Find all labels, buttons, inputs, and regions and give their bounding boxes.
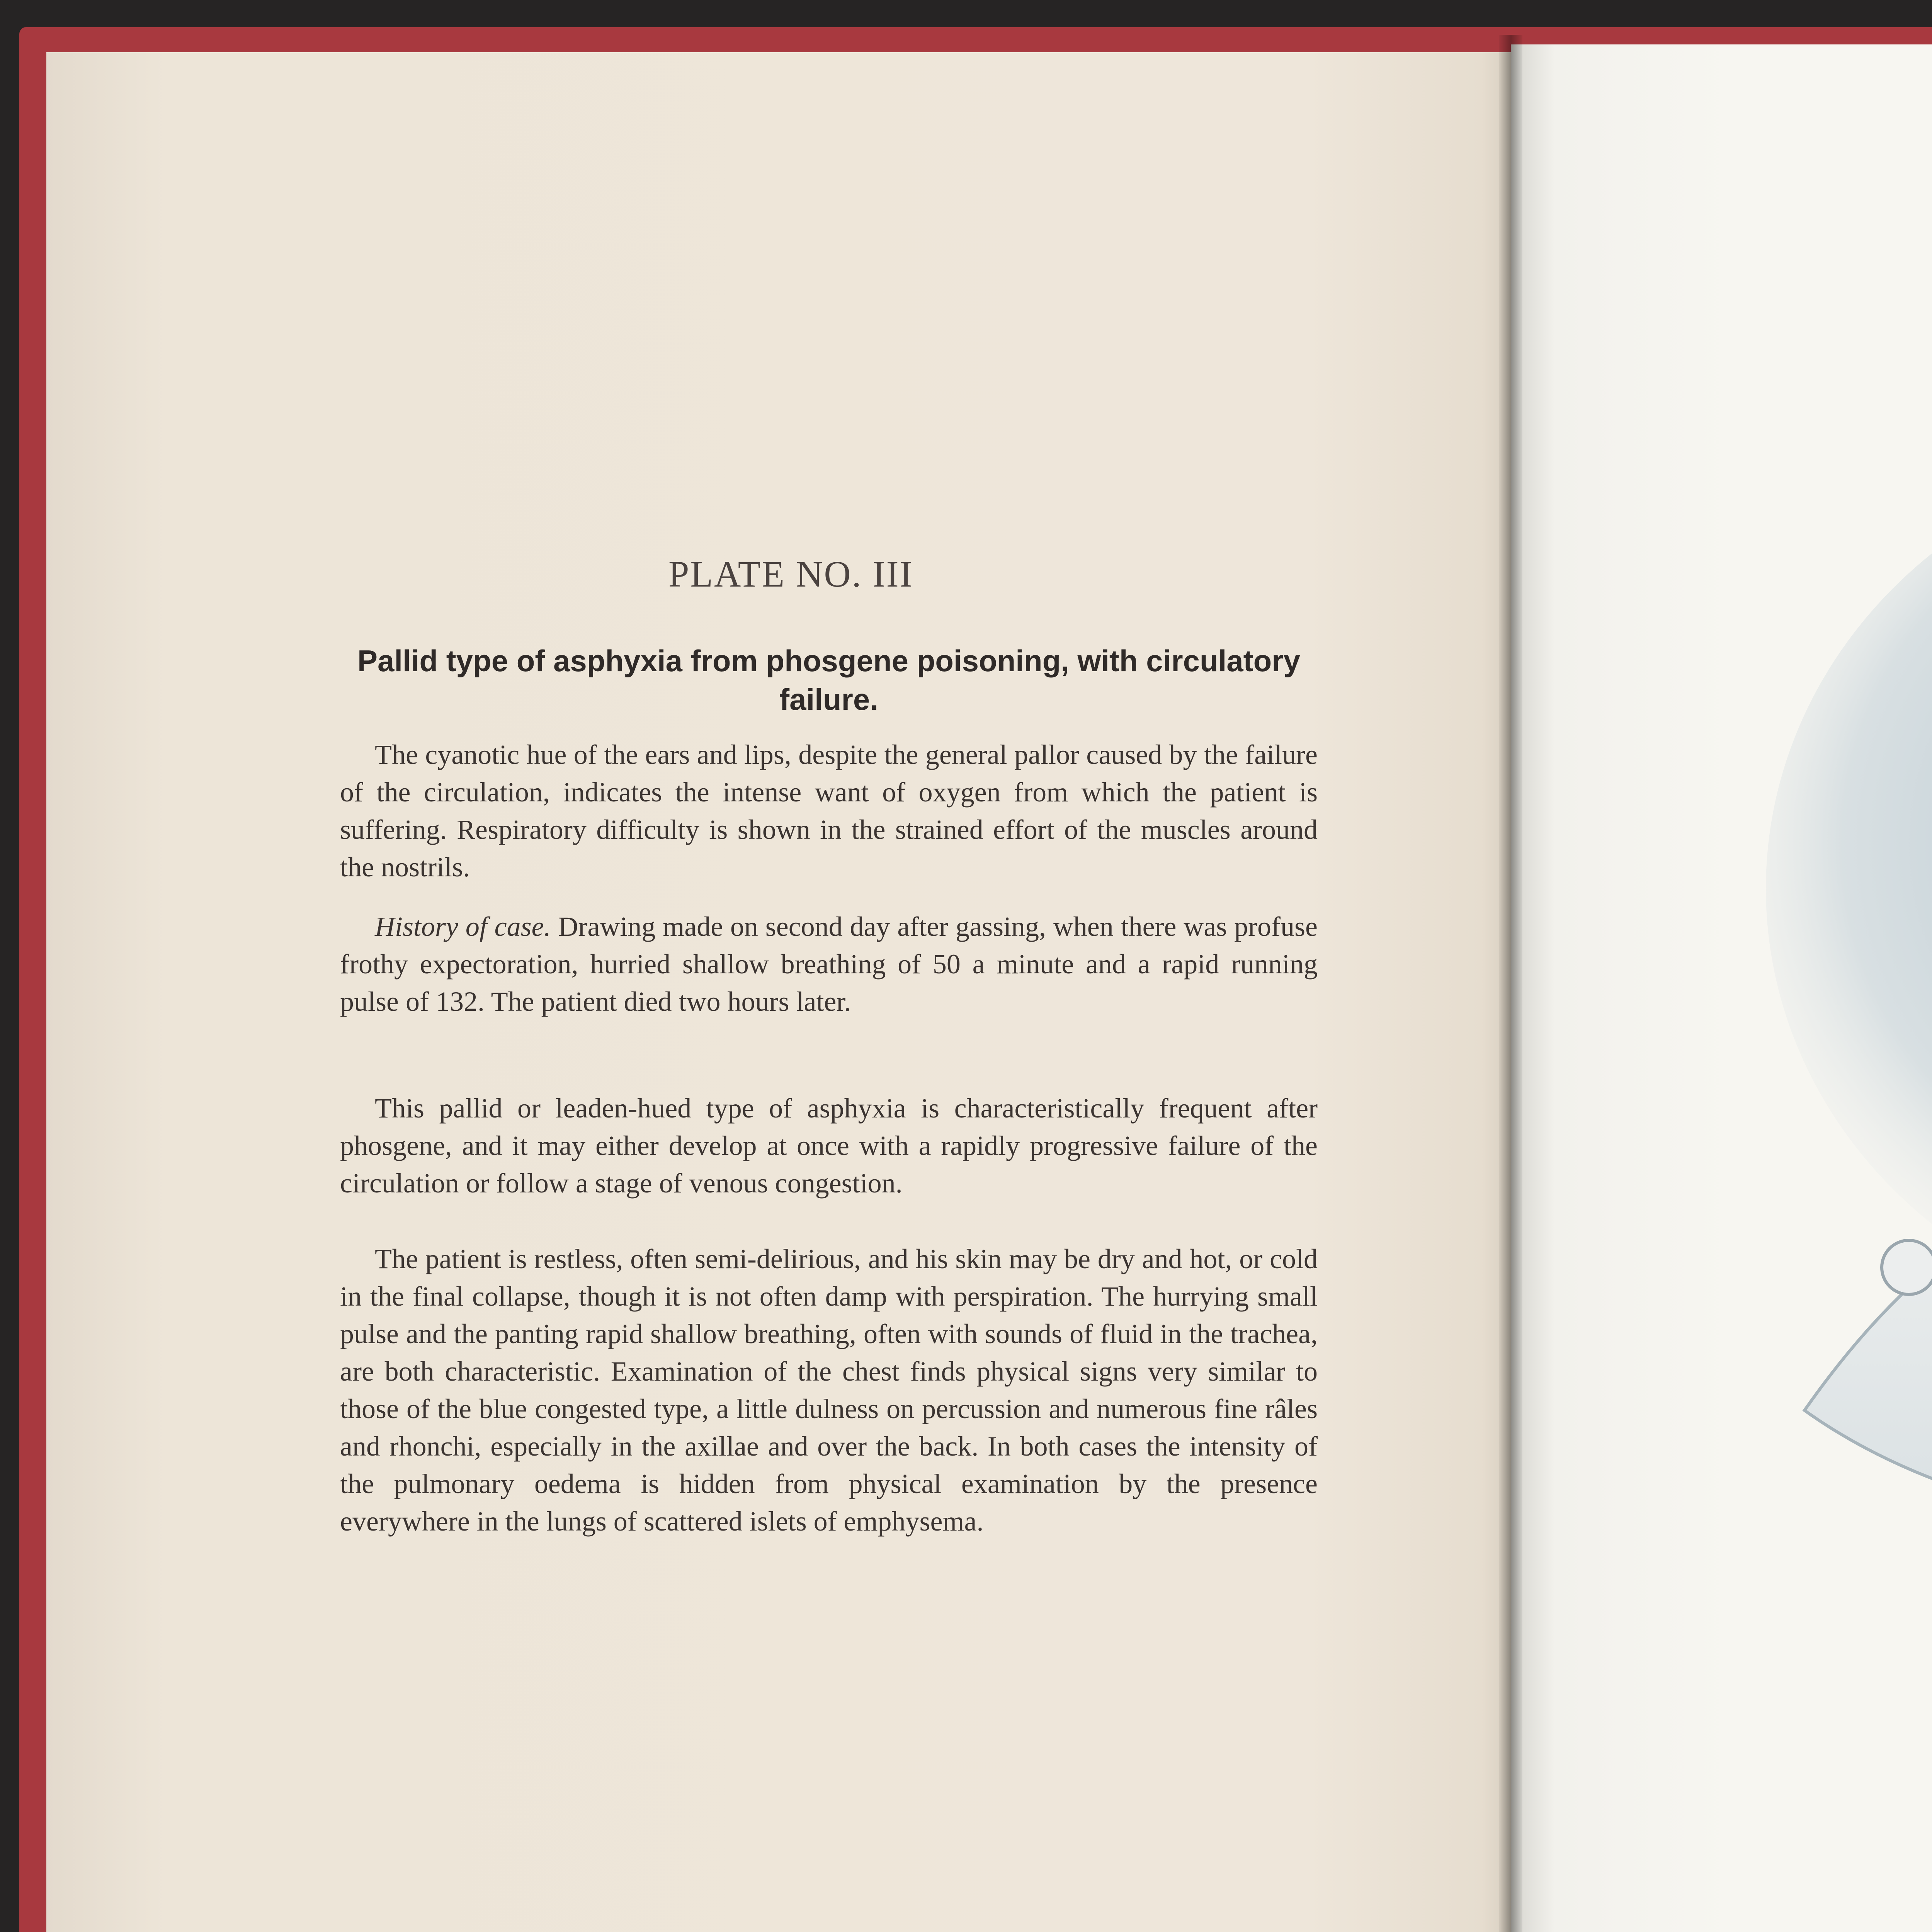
collar-button xyxy=(1882,1240,1932,1294)
paragraph-description: The cyanotic hue of the ears and lips, despite the general pallor caused by the failure of the circulation, indicates the intense want of oxygen from which the patient is suffering. Respiratory difficulty is shown in the strained effort of the muscles around the nostrils. xyxy=(340,739,1318,883)
paragraph-symptoms: The patient is restless, often semi-delirious, and his skin may be dry and hot, or cold in the final collapse, though it is not often damp with perspiration. The hurrying small pulse and the panting rapid shallow breathing, often with sounds of fluid in the trachea, are both characteristic. Examination of the chest finds physical signs very similar to those of the blue congested type, a little dulness on percussion and numerous fine râles and rhonchi, especially in the axillae and over the back. In both cases the intensity of the pulmonary oedema is hidden from physical examination by the presence everywhere in the lungs of scattered islets of emphysema. xyxy=(340,1243,1318,1537)
paragraph-history xyxy=(340,908,1318,1020)
paragraph-asphyxia-type: This pallid or leaden-hued type of asphyxia is characteristically frequent after phosgene, and it may either develop at once with a rapidly progressive failure of the circulation or follow a stage of venous congestion. xyxy=(340,1093,1318,1199)
pillow-shadow xyxy=(1766,444,1932,1333)
plate-subtitle: Pallid type of asphyxia from phosgene poisoning, with circulatory failure. xyxy=(357,644,1301,716)
history-lead: History of case. xyxy=(375,911,551,942)
patient-portrait-illustration xyxy=(1747,406,1932,1642)
shirt-collar xyxy=(1804,1170,1932,1531)
book-gutter xyxy=(1499,35,1522,1932)
plate-heading: PLATE NO. III xyxy=(668,553,913,595)
history-body: Drawing made on second day after gassing, when there was profuse frothy expectoration, hurried shallow breathing of 50 a minute and a rapid running pulse of 132. The patient died two hours later. xyxy=(340,911,1318,1017)
